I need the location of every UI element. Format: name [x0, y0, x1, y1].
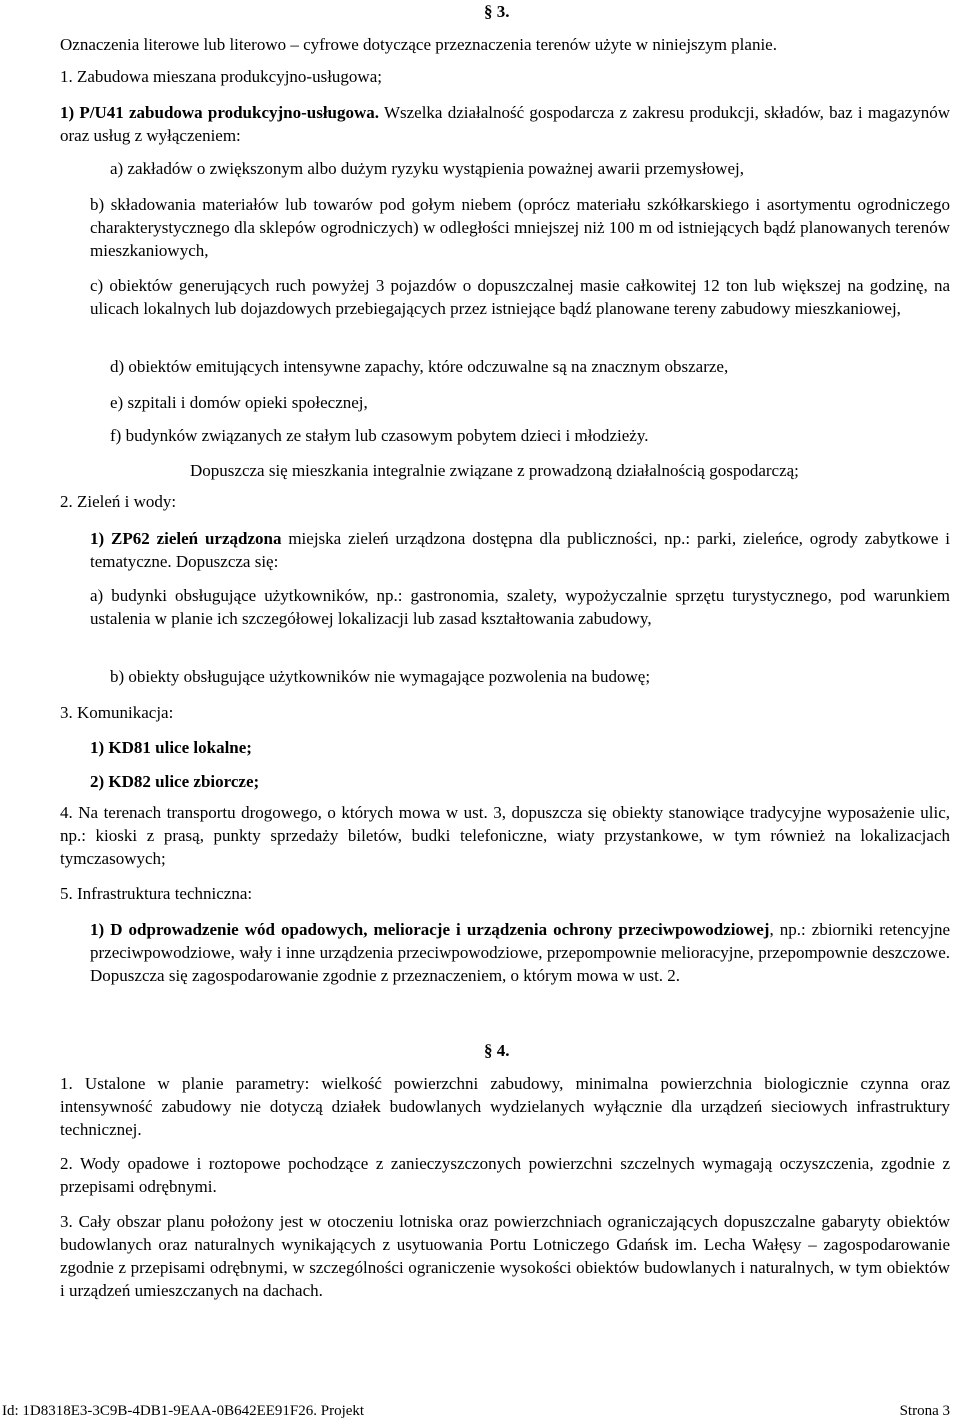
exclusion-c: c) obiektów generujących ruch powyżej 3 pojazdów o dopuszczalnej masie całkowitej 12 ton lub większej na godzinę, na ulicach lokalnych lub dojazdowych przebiegających przez istniejące bądź planowane tereny zabudowy mieszkaniowej,: [90, 276, 950, 318]
exclusion-d: d) obiektów emitujących intensywne zapachy, które odczuwalne są na znacznym obszarze,: [110, 357, 729, 376]
item-4-paragraph: 4. Na terenach transportu drogowego, o których mowa w ust. 3, dopuszcza się obiekty stanowiące tradycyjne wyposażenie ulic, np.: kioski z prasą, punkty sprzedaży biletów, budki telefoniczne, wiaty przystankowe, w tym również na lokalizacjach tymczasowych;: [60, 803, 950, 868]
item-2-a: a) budynki obsługujące użytkowników, np.: gastronomia, szalety, wypożyczalnie sprzętu turystycznego, pod warunkiem ustalenia w planie ich szczegółowej lokalizacji lub zasad kształtowania zabudowy,: [90, 586, 950, 628]
item-5-1-lead: 1) D odprowadzenie wód opadowych, melioracje i urządzenia ochrony przeciwpowodziowej: [90, 920, 770, 939]
section-4-paragraph-1: 1. Ustalone w planie parametry: wielkość powierzchni zabudowy, minimalna powierzchnia biologicznie czynna oraz intensywność zabudowy nie dotyczą działek budowlanych wydzielanych wyłącznie dla urządzeń sieciowych infrastruktury technicznej.: [60, 1074, 950, 1139]
item-1-1-rest: Wszelka działalność gospodarcza z zakresu produkcji, składów, baz i magazynów oraz usług z wyłączeniem:: [60, 103, 950, 145]
item-5-1-paragraph: [90, 918, 950, 987]
item-1-title: 1. Zabudowa mieszana produkcyjno-usługowa;: [60, 67, 382, 86]
item-3-title: 3. Komunikacja:: [60, 703, 174, 722]
item-1-1-lead: 1) P/U41 zabudowa produkcyjno-usługowa.: [60, 103, 380, 122]
item-2-1-rest: miejska zieleń urządzona dostępna dla publiczności, np.: parki, zieleńce, ogrody zabytkowe i tematyczne. Dopuszcza się:: [90, 529, 950, 571]
footer-page-number: Strona 3: [899, 1403, 950, 1419]
item-2-1-paragraph: [90, 527, 950, 573]
intro-paragraph: Oznaczenia literowe lub literowo – cyfrowe dotyczące przeznaczenia terenów użyte w niniejszym planie.: [60, 35, 777, 54]
footer-document-id: Id: 1D8318E3-3C9B-4DB1-9EAA-0B642EE91F26. Projekt: [2, 1403, 365, 1419]
section-4-heading: § 4.: [484, 1041, 510, 1060]
item-2-title: 2. Zieleń i wody:: [60, 492, 177, 511]
item-5-title: 5. Infrastruktura techniczna:: [60, 884, 253, 903]
item-3-2: 2) KD82 ulice zbiorcze;: [90, 772, 260, 791]
item-1-1-paragraph: [60, 101, 950, 147]
exclusion-b: b) składowania materiałów lub towarów pod gołym niebem (oprócz materiału szkółkarskiego i asortymentu ogrodniczego charakterystycznego dla sklepów ogrodniczych) w odległości mniejszej niż 100 m od istniejących bądź planowanych terenów mieszkaniowych,: [90, 195, 950, 260]
item-5-1-rest: , np.: zbiorniki retencyjne przeciwpowodziowe, wały i inne urządzenia przeciwpowodziowe, przepompownie melioracyjne, przepompownie deszczowe. Dopuszcza się zagospodarowanie zgodnie z przeznaczeniem, o którym mowa w ust. 2.: [90, 920, 950, 985]
section-4-paragraph-3: 3. Cały obszar planu położony jest w otoczeniu lotniska oraz powierzchniach ograniczających dopuszczalne gabaryty obiektów budowlanych oraz naturalnych wynikających z usytuowania Portu Lotniczego Gdańsk im. Lecha Wałęsy – zagospodarowanie zgodnie z przepisami odrębnymi, w szczególności ograniczenie wysokości obiektów budowlanych i naturalnych, w tym obiektów i urządzeń umieszczanych na dachach.: [60, 1212, 950, 1300]
allowance-text: Dopuszcza się mieszkania integralnie związane z prowadzoną działalnością gospodarczą;: [190, 461, 799, 480]
section-4-paragraph-2: 2. Wody opadowe i roztopowe pochodzące z zanieczyszczonych powierzchni szczelnych wymagają oczyszczenia, zgodnie z przepisami odrębnymi.: [60, 1154, 950, 1196]
exclusion-f: f) budynków związanych ze stałym lub czasowym pobytem dzieci i młodzieży.: [110, 426, 649, 445]
section-3-heading: § 3.: [484, 2, 510, 21]
item-2-1-lead: 1) ZP62 zieleń urządzona: [90, 529, 282, 548]
item-2-b: b) obiekty obsługujące użytkowników nie wymagające pozwolenia na budowę;: [110, 667, 651, 686]
exclusion-a: a) zakładów o zwiększonym albo dużym ryzyku wystąpienia poważnej awarii przemysłowej,: [110, 159, 744, 178]
exclusion-e: e) szpitali i domów opieki społecznej,: [110, 393, 368, 412]
item-3-1: 1) KD81 ulice lokalne;: [90, 738, 252, 757]
